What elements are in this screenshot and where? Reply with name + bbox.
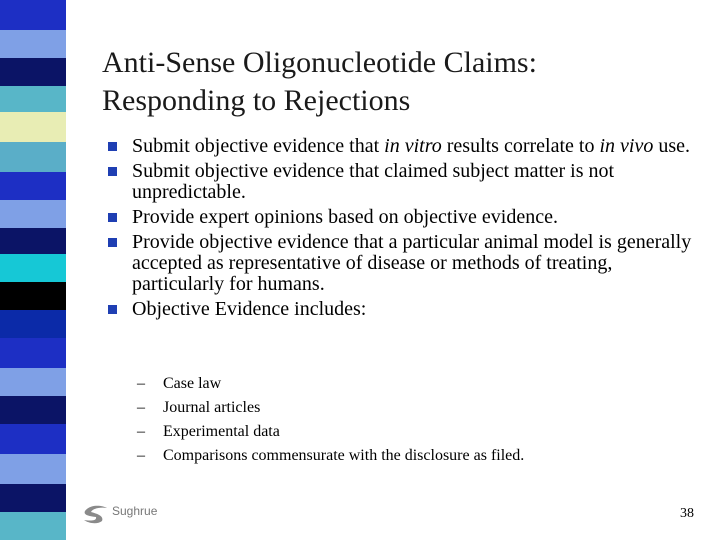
bullet-list — [108, 136, 708, 324]
bullet-item — [108, 161, 708, 203]
sub-bullet-text: Case law — [163, 375, 222, 392]
sub-bullet-item — [137, 396, 697, 420]
swoosh-logo-icon — [82, 502, 110, 526]
bullet-item — [108, 136, 708, 157]
bullet-text: Submit objective evidence that — [132, 135, 385, 157]
square-bullet-icon — [108, 305, 117, 314]
sub-bullet-item — [137, 444, 697, 468]
sub-bullet-text: Journal articles — [163, 399, 261, 416]
bullet-item — [108, 299, 708, 320]
sub-bullet-item — [137, 420, 697, 444]
bullet-text: Provide objective evidence that a particular animal model is generally accepted as representative of disease or methods of treating, particularly for humans. — [132, 231, 692, 295]
sub-bullet-item — [137, 372, 697, 396]
bullet-text: results correlate to — [441, 135, 600, 157]
decorative-color-stripe — [0, 0, 66, 540]
bullet-text: Objective Evidence includes: — [132, 298, 367, 320]
bullet-text: Provide expert opinions based on objective evidence. — [132, 206, 558, 228]
title-line-1: Anti-Sense Oligonucleotide Claims: — [102, 46, 537, 79]
square-bullet-icon — [108, 238, 117, 247]
dash-bullet-icon: – — [137, 399, 145, 416]
bullet-text: use. — [653, 135, 691, 157]
dash-bullet-icon: – — [137, 447, 145, 464]
title-line-2: Responding to Rejections — [102, 84, 411, 117]
slide-title — [102, 44, 702, 120]
sub-bullet-text: Experimental data — [163, 423, 280, 440]
bullet-item — [108, 232, 708, 295]
dash-bullet-icon: – — [137, 375, 145, 392]
bullet-item — [108, 207, 708, 228]
square-bullet-icon — [108, 142, 117, 151]
page-number: 38 — [680, 506, 694, 521]
sub-bullet-list — [137, 372, 697, 468]
square-bullet-icon — [108, 167, 117, 176]
sub-bullet-text: Comparisons commensurate with the disclosure as filed. — [163, 447, 525, 464]
dash-bullet-icon: – — [137, 423, 145, 440]
bullet-emphasis: in vitro — [384, 135, 442, 157]
bullet-emphasis: in vivo — [599, 135, 654, 157]
square-bullet-icon — [108, 213, 117, 222]
bullet-text: Submit objective evidence that claimed subject matter is not unpredictable. — [132, 160, 615, 203]
company-logo — [82, 500, 182, 530]
logo-text: Sughrue — [112, 504, 158, 518]
